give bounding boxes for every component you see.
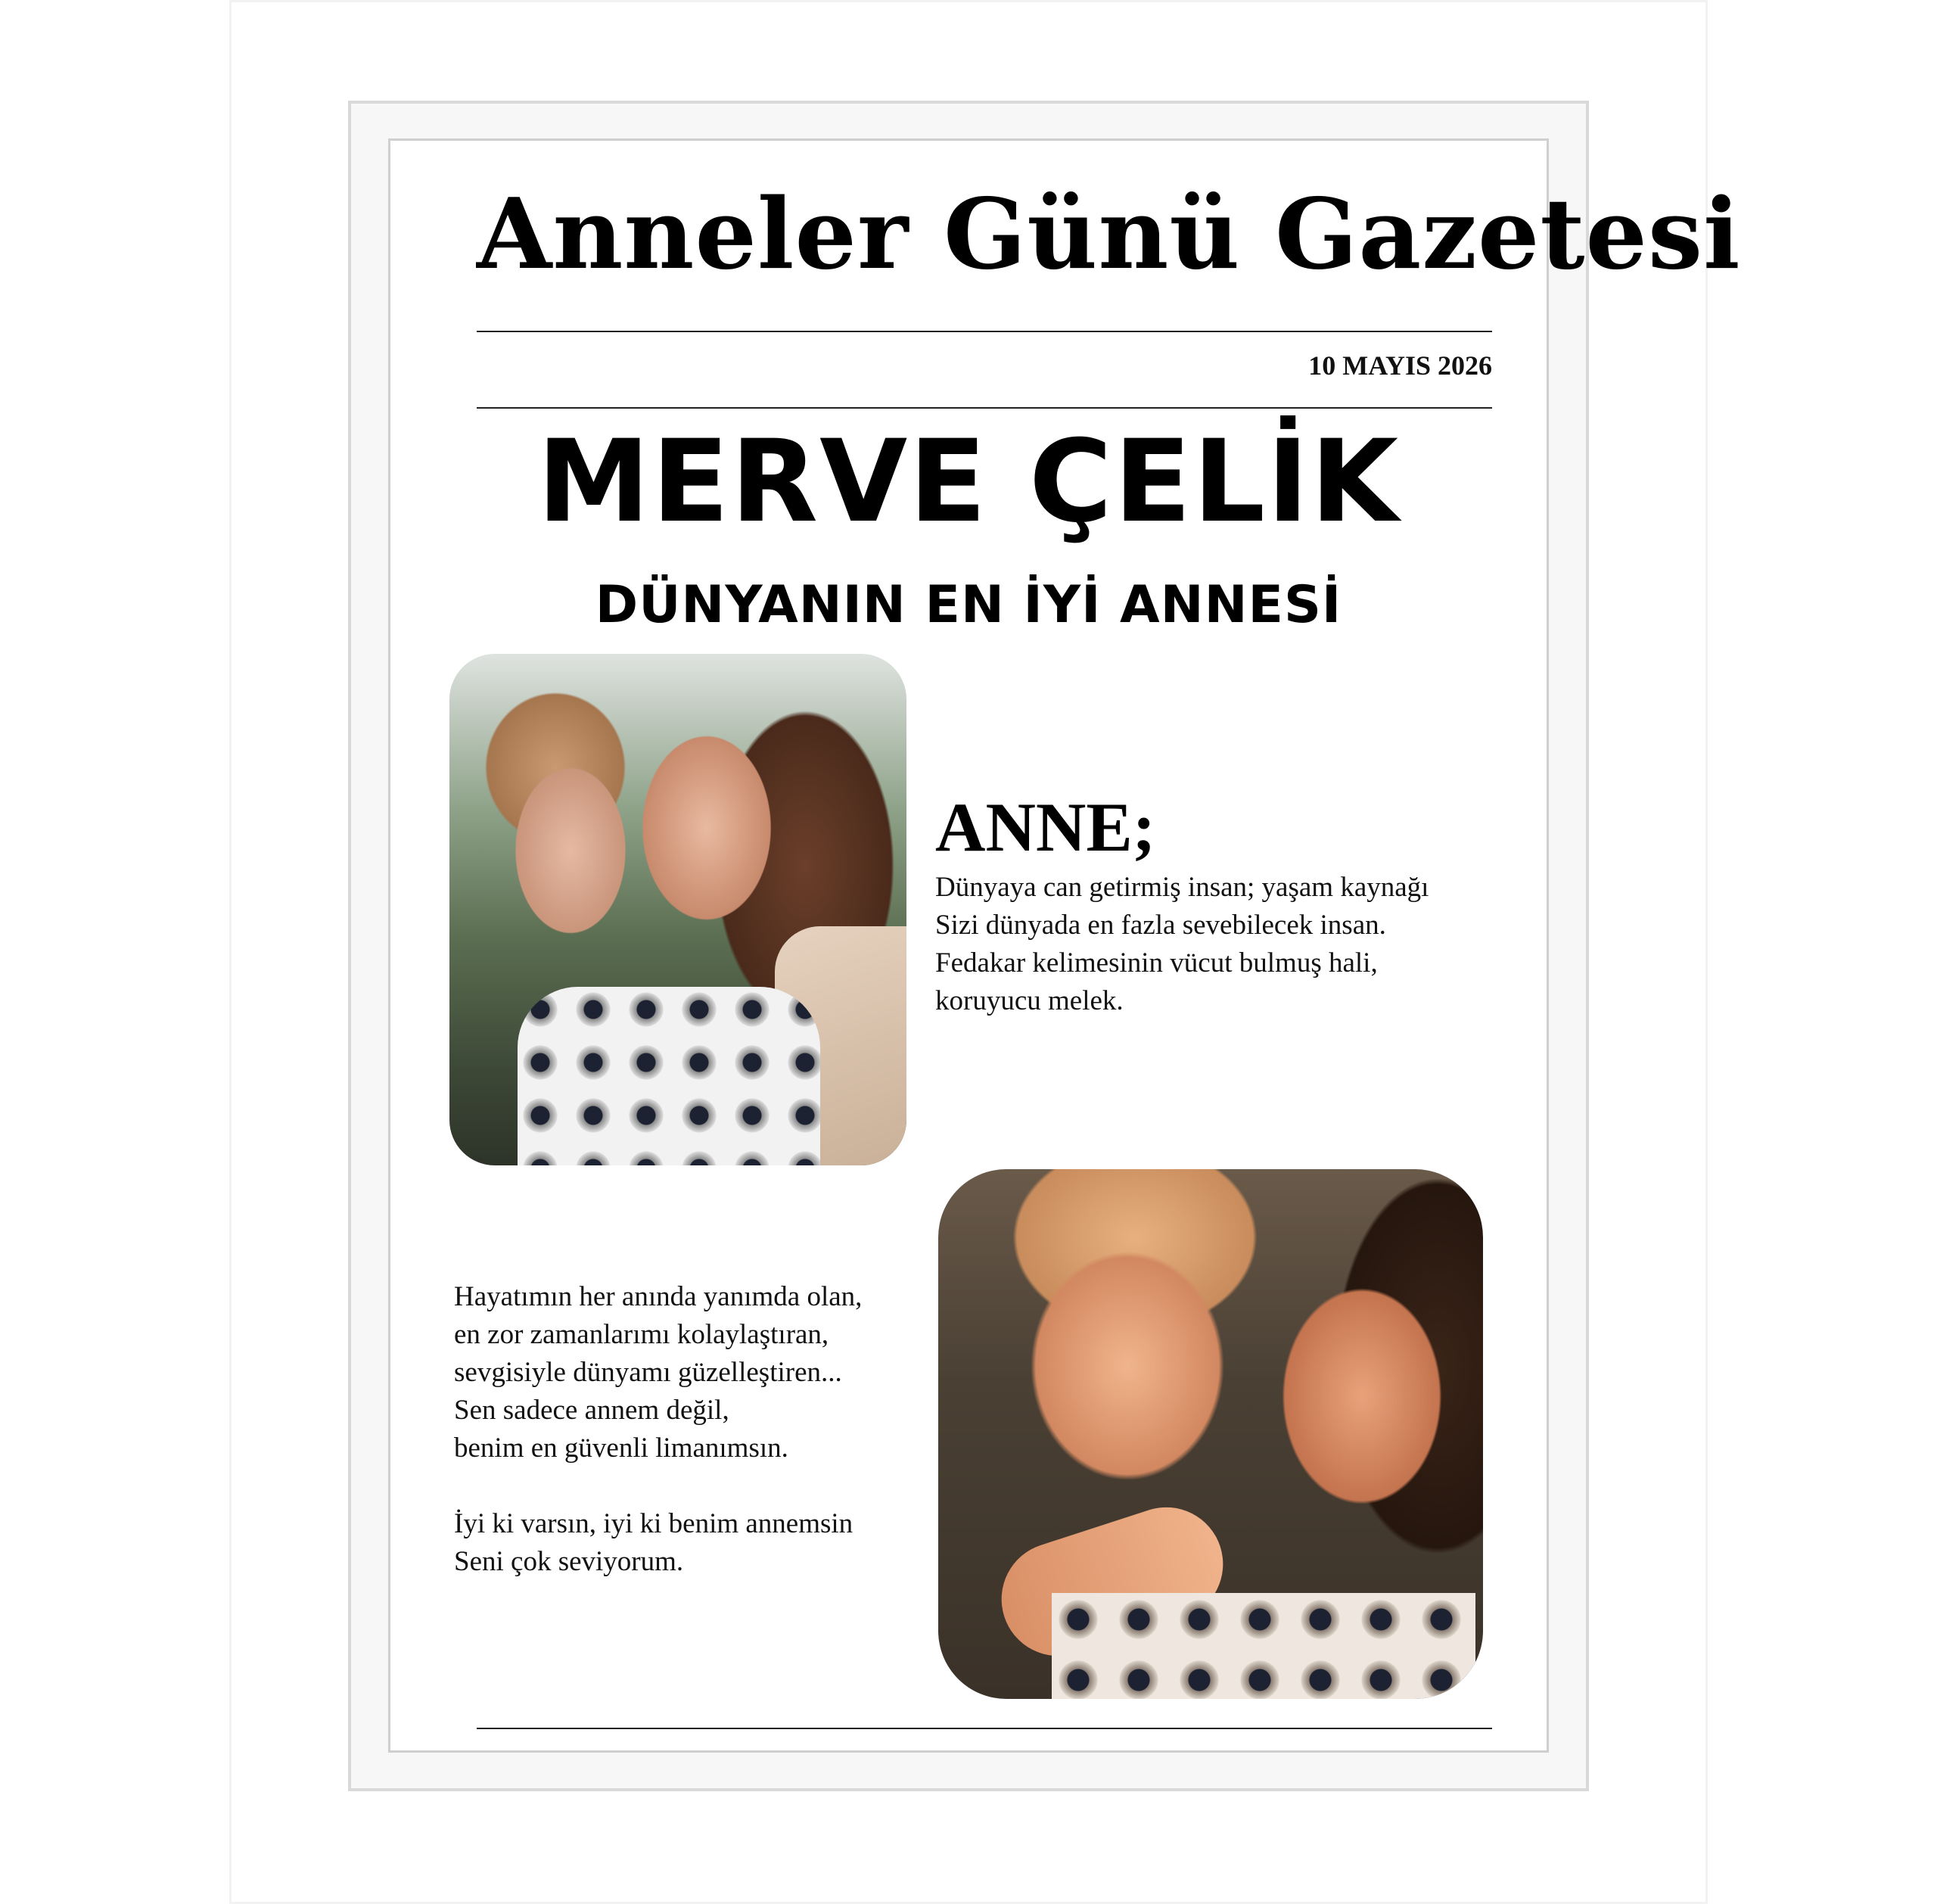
mother-daughter-photo-2 (938, 1169, 1483, 1699)
paragraph-gap (454, 1467, 862, 1505)
text-line: Fedakar kelimesinin vücut bulmuş hali, (935, 947, 1378, 978)
dedication-text (454, 1278, 862, 1581)
text-line: Sizi dünyada en fazla sevebilecek insan. (935, 910, 1386, 941)
mother-daughter-photo-1 (449, 654, 906, 1165)
headline-subtitle: DÜNYANIN EN İYİ ANNESİ (595, 575, 1342, 635)
text-line: Hayatımın her anında yanımda olan, (454, 1281, 863, 1312)
text-line: benim en güvenli limanımsın. (454, 1433, 788, 1464)
issue-date: 10 MAYIS 2026 (1308, 350, 1492, 381)
text-line: Seni çok seviyorum. (454, 1546, 684, 1577)
newspaper-masthead: Anneler Günü Gazetesi (477, 178, 1741, 291)
text-line: Dünyaya can getirmiş insan; yaşam kaynağı (935, 872, 1429, 903)
photo1-dress (518, 987, 820, 1165)
anne-definition-text (935, 869, 1429, 1020)
photo2-dress (1052, 1593, 1475, 1699)
text-line: sevgisiyle dünyamı güzelleştiren... (454, 1357, 842, 1388)
text-line: koruyucu melek. (935, 985, 1124, 1016)
masthead-bottom-rule (477, 407, 1492, 409)
text-line: Sen sadece annem değil, (454, 1395, 729, 1426)
headline-name: MERVE ÇELİK (536, 416, 1401, 548)
section-heading: ANNE; (935, 789, 1156, 866)
text-line: İyi ki varsın, iyi ki benim annemsin (454, 1508, 853, 1539)
masthead-top-rule (477, 331, 1492, 332)
text-line: en zor zamanlarımı kolaylaştıran, (454, 1319, 829, 1350)
footer-rule (477, 1728, 1492, 1729)
